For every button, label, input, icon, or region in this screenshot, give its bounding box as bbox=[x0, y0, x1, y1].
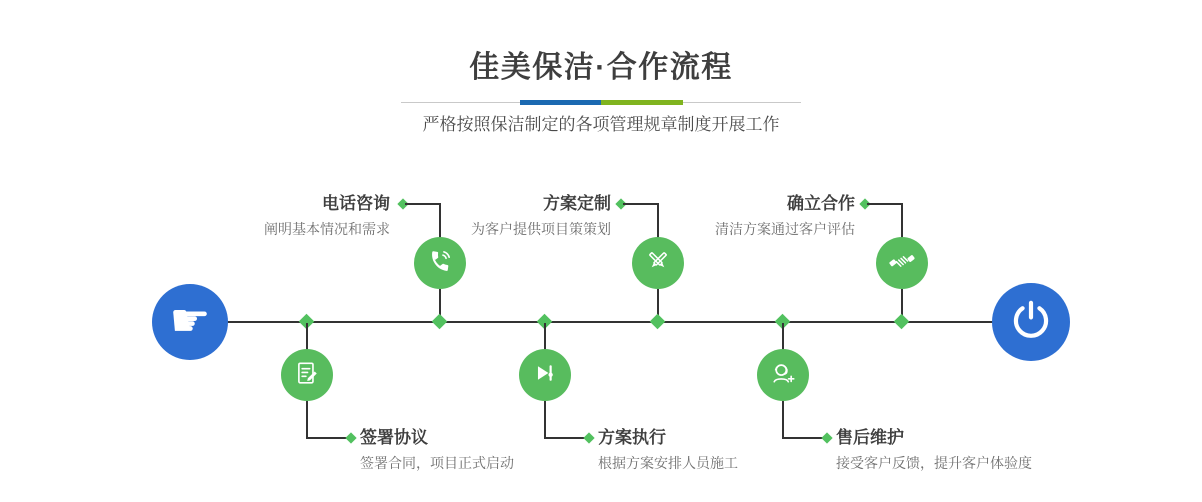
step-icon-circle bbox=[632, 237, 684, 289]
step-label bbox=[471, 194, 611, 238]
step-icon-circle bbox=[281, 349, 333, 401]
step-title: 方案定制 bbox=[543, 194, 611, 213]
connector-line bbox=[783, 437, 823, 439]
sign-document-icon bbox=[294, 360, 320, 391]
connector-line bbox=[544, 401, 546, 439]
step-desc: 接受客户反馈，提升客户体验度 bbox=[836, 455, 1032, 471]
timeline-end-circle bbox=[992, 283, 1070, 361]
timeline-node-diamond bbox=[650, 314, 666, 330]
step-title: 确立合作 bbox=[787, 194, 855, 213]
connector-line bbox=[306, 323, 308, 350]
step-icon-circle bbox=[414, 237, 466, 289]
timeline-node-diamond bbox=[894, 314, 910, 330]
page-subtitle: 严格按照保洁制定的各项管理规章制度开展工作 bbox=[422, 115, 780, 134]
step-icon-circle bbox=[519, 349, 571, 401]
connector-line bbox=[657, 204, 659, 238]
step-desc: 为客户提供项目策策划 bbox=[471, 221, 611, 237]
phone-icon bbox=[427, 248, 453, 279]
connector-line bbox=[545, 437, 585, 439]
page-title: 佳美保洁·合作流程 bbox=[469, 51, 733, 84]
divider-accent-green bbox=[601, 100, 683, 105]
label-diamond bbox=[345, 432, 356, 443]
divider-accent-blue bbox=[520, 100, 601, 105]
handshake-icon bbox=[888, 247, 916, 280]
step-label bbox=[264, 194, 390, 238]
step-label bbox=[715, 194, 855, 238]
connector-line bbox=[439, 204, 441, 238]
connector-line bbox=[623, 203, 659, 205]
connector-line bbox=[306, 401, 308, 439]
connector-line bbox=[307, 437, 347, 439]
step-desc: 根据方案安排人员施工 bbox=[598, 455, 738, 471]
design-pencils-icon bbox=[645, 248, 671, 279]
play-execute-icon bbox=[532, 360, 558, 391]
step-desc: 清洁方案通过客户评估 bbox=[715, 221, 855, 237]
step-icon-circle bbox=[876, 237, 928, 289]
connector-line bbox=[782, 323, 784, 350]
step-label bbox=[598, 428, 738, 472]
connector-line bbox=[782, 401, 784, 439]
connector-line bbox=[867, 203, 903, 205]
customer-service-icon bbox=[769, 359, 797, 392]
timeline-start-circle bbox=[152, 284, 228, 360]
step-title: 方案执行 bbox=[598, 428, 666, 447]
step-icon-circle bbox=[757, 349, 809, 401]
step-desc: 阐明基本情况和需求 bbox=[264, 221, 390, 237]
label-diamond bbox=[583, 432, 594, 443]
step-label bbox=[360, 428, 514, 472]
power-icon bbox=[1010, 299, 1052, 346]
label-diamond bbox=[821, 432, 832, 443]
step-label bbox=[836, 428, 1032, 472]
step-title: 电话咨询 bbox=[322, 194, 390, 213]
connector-line bbox=[405, 203, 441, 205]
step-title: 签署协议 bbox=[360, 428, 428, 447]
timeline-node-diamond bbox=[432, 314, 448, 330]
connector-line bbox=[544, 323, 546, 350]
step-desc: 签署合同，项目正式启动 bbox=[360, 455, 514, 471]
step-title: 售后维护 bbox=[836, 428, 904, 447]
pointing-hand-icon: ☛ bbox=[169, 293, 211, 347]
connector-line bbox=[901, 204, 903, 238]
